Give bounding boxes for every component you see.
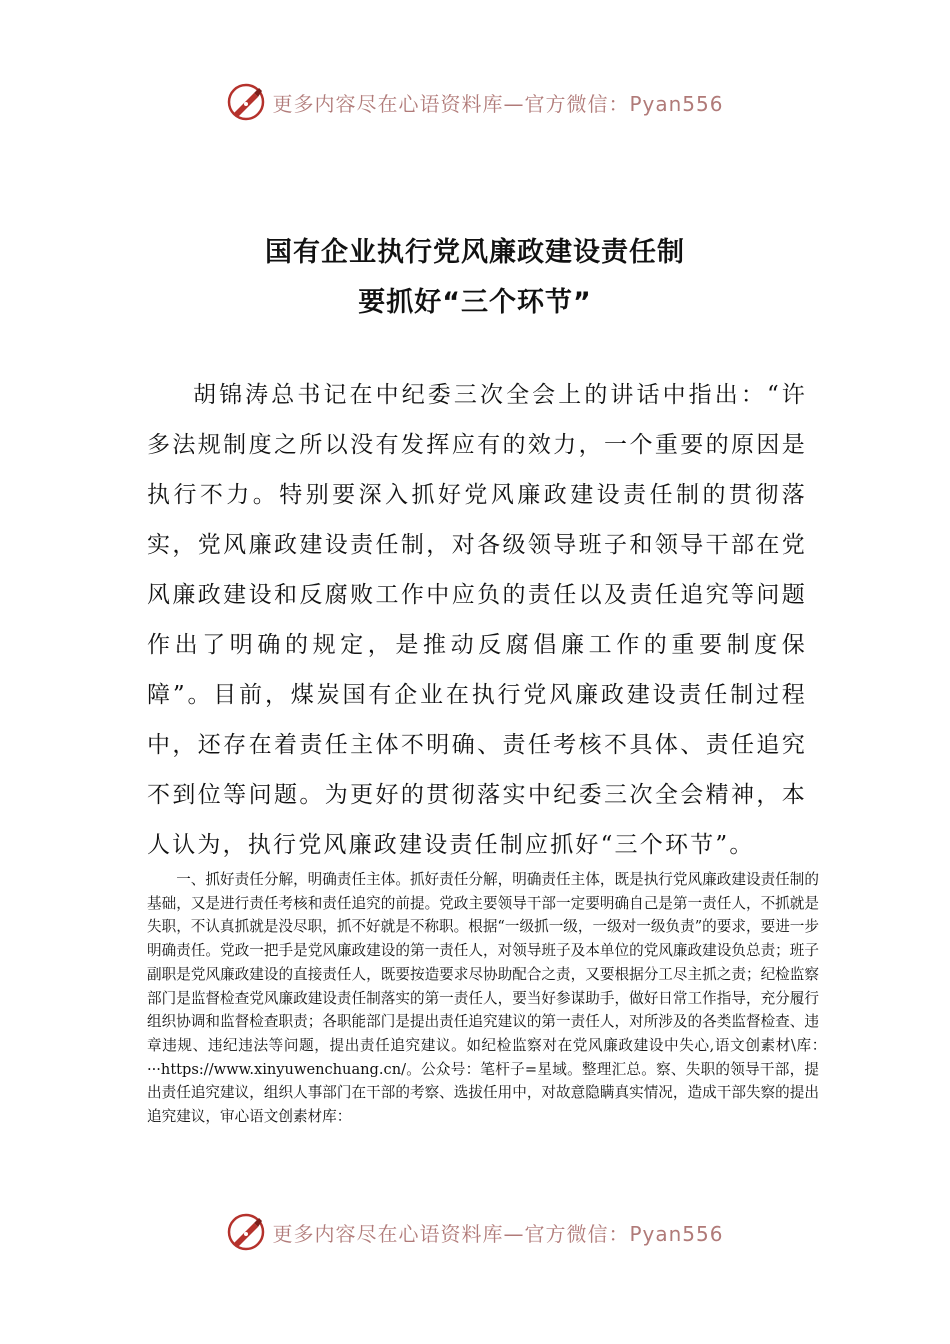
- pen-nib-icon: [226, 82, 266, 122]
- pen-nib-icon: [226, 1212, 266, 1252]
- header-watermark: [0, 80, 950, 124]
- footer-watermark: [0, 1210, 950, 1254]
- section-1-paragraph: 一、抓好责任分解，明确责任主体。抓好责任分解，明确责任主体，既是执行党风廉政建设责任制的基础，又是进行责任考核和责任追究的前提。党政主要领导干部一定要明确自己是第一责任人，不抓就是失职，不认真抓就是没尽职，抓不好就是不称职。根据“一级抓一级，一级对一级负责”的要求，要进一步明确责任。党政一把手是党风廉政建设的第一责任人，对领导班子及本单位的党风廉政建设负总责；班子副职是党风廉政建设的直接责任人，既要按造要求尽协助配合之责，又要根据分工尽主抓之责；纪检监察部门是监督检查党风廉政建设责任制落实的第一责任人，要当好参谋助手，做好日常工作指导，充分履行组织协调和监督检查职责；各职能部门是提出责任追究建议的第一责任人，对所涉及的各类监督检查、违章违规、违纪违法等问题，提出责任追究建议。如纪检监察对在党风廉政建设中失心,语文创素材\库：···https://www.xinyuwenchuang.cn/。公众号：笔杆子=星域。整理汇总。察、失职的领导干部，提出责任追究建议，组织人事部门在干部的考察、选拔任用中，对故意隐瞒真实情况，造成干部失察的提出追究建议，审心语文创素材库：: [147, 871, 819, 1126]
- document-title-line2: 要抓好“三个环节”: [358, 287, 592, 318]
- watermark-text: 更多内容尽在心语资料库—官方微信：Pyan556: [272, 1221, 724, 1246]
- document-title-line1: 国有企业执行党风廉政建设责任制: [265, 237, 685, 268]
- watermark-text: 更多内容尽在心语资料库—官方微信：Pyan556: [272, 91, 724, 116]
- intro-paragraph: 胡锦涛总书记在中纪委三次全会上的讲话中指出：“许多法规制度之所以没有发挥应有的效力，一个重要的原因是执行不力。特别要深入抓好党风廉政建设责任制的贯彻落实，党风廉政建设责任制，对各级领导班子和领导干部在党风廉政建设和反腐败工作中应负的责任以及责任追究等问题作出了明确的规定，是推动反腐倡廉工作的重要制度保障”。目前，煤炭国有企业在执行党风廉政建设责任制过程中，还存在着责任主体不明确、责任考核不具体、责任追究不到位等问题。为更好的贯彻落实中纪委三次全会精神，本人认为，执行党风廉政建设责任制应抓好“三个环节”。: [147, 382, 807, 858]
